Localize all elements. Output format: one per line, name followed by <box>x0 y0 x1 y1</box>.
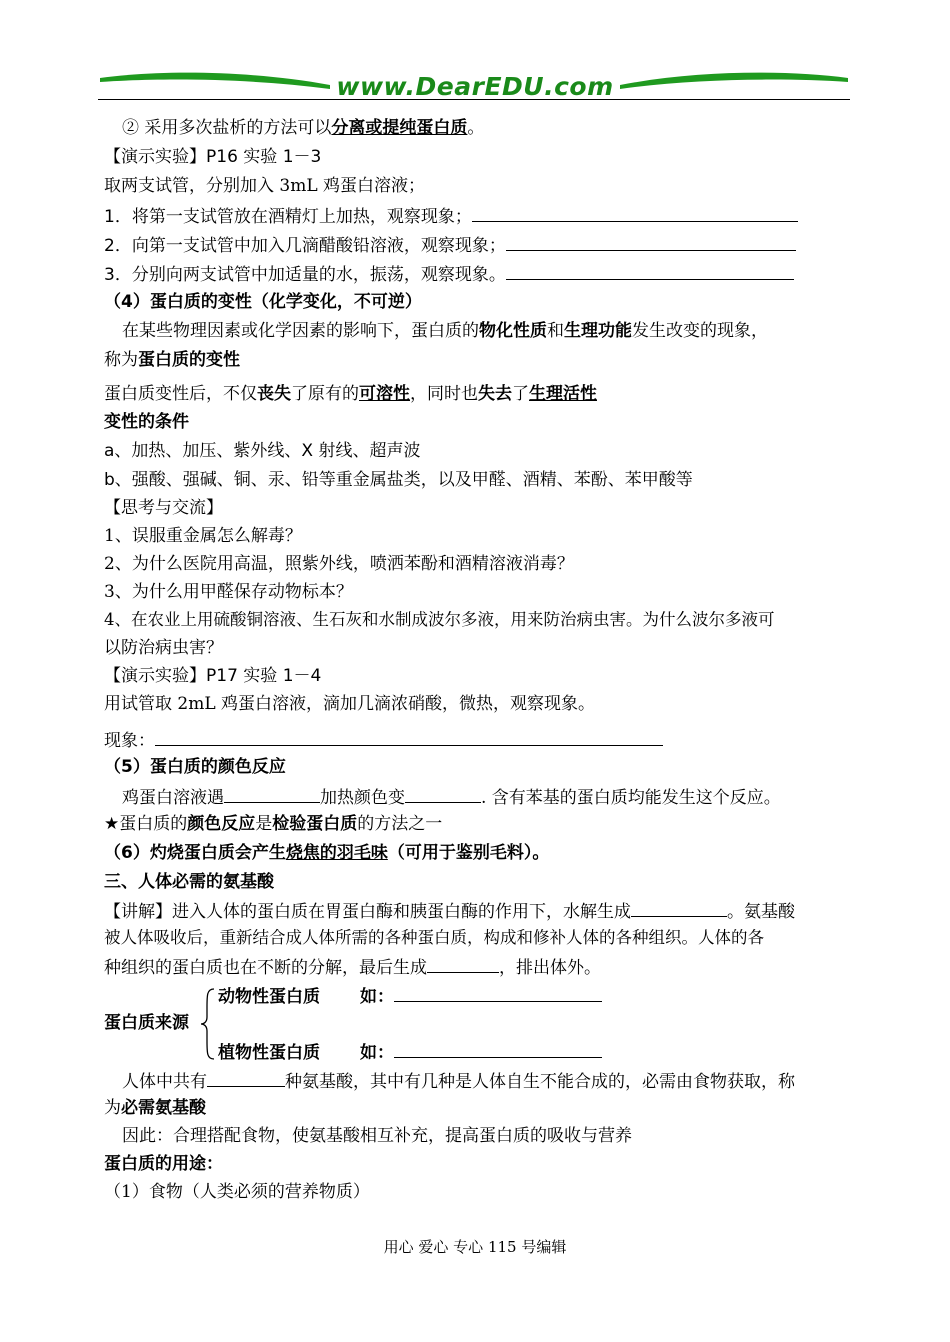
source-label: 蛋白质来源 <box>104 1013 189 1033</box>
page-header <box>98 68 850 108</box>
answer-blank[interactable] <box>394 984 602 1002</box>
section-heading: 【演示实验】P16 实验 1－3 <box>104 147 322 167</box>
text-line: a、加热、加压、紫外线、X 射线、超声波 <box>104 441 421 461</box>
question-line: 1、误服重金属怎么解毒？ <box>104 526 302 546</box>
text-line: 取两支试管，分别加入 3mL 鸡蛋白溶液； <box>104 176 426 196</box>
text-line: 【讲解】进入人体的蛋白质在胃蛋白酶和胰蛋白酶的作用下，水解生成 。氨基酸 <box>104 899 795 923</box>
question-line: 2、为什么医院用高温，照紫外线，喷洒苯酚和酒精溶液消毒？ <box>104 554 574 574</box>
text-line: b、强酸、强碱、铜、汞、铅等重金属盐类，以及甲醛、酒精、苯酚、苯甲酸等 <box>104 470 693 490</box>
question-line: 1．将第一支试管放在酒精灯上加热，观察现象； <box>104 204 798 228</box>
section-heading: 三、人体必需的氨基酸 <box>104 872 274 892</box>
text-line: 用试管取 2mL 鸡蛋白溶液，滴加几滴浓硝酸，微热，观察现象。 <box>104 694 596 714</box>
answer-blank[interactable] <box>472 204 798 222</box>
answer-blank[interactable] <box>405 785 481 803</box>
section-heading: 【演示实验】P17 实验 1－4 <box>104 666 322 686</box>
question-line: 4、在农业上用硫酸铜溶液、生石灰和水制成波尔多液，用来防治病虫害。为什么波尔多液可 <box>104 610 775 629</box>
text-line: 鸡蛋白溶液遇 加热颜色变 . 含有苯基的蛋白质均能发生这个反应。 <box>104 785 781 809</box>
answer-blank[interactable] <box>224 785 320 803</box>
text-line: 因此：合理搭配食物，使氨基酸相互补充，提高蛋白质的吸收与营养 <box>122 1126 632 1146</box>
answer-blank[interactable] <box>207 1069 285 1087</box>
subsection-heading: （4）蛋白质的变性（化学变化，不可逆） <box>104 292 422 312</box>
header-rule <box>98 99 850 100</box>
text-line: ② 采用多次盐析的方法可以分离或提纯蛋白质。 <box>122 118 485 138</box>
text-line: （1）食物（人类必须的营养物质） <box>104 1182 370 1202</box>
subsection-heading: 变性的条件 <box>104 412 189 432</box>
subsection-heading: 蛋白质的用途： <box>104 1154 223 1174</box>
site-logo-text: www.DearEDU.com <box>336 72 614 101</box>
text-line: 被人体吸收后，重新结合成人体所需的各种蛋白质，构成和修补人体的各种组织。人体的各 <box>104 928 764 947</box>
curly-brace-icon <box>200 987 216 1061</box>
question-line: 3、为什么用甲醛保存动物标本？ <box>104 582 353 602</box>
text-line: 在某些物理因素或化学因素的影响下，蛋白质的物化性质和生理功能发生改变的现象， <box>122 321 768 341</box>
answer-blank[interactable] <box>506 262 794 280</box>
answer-blank[interactable] <box>155 728 663 746</box>
text-line: 种组织的蛋白质也在不断的分解，最后生成 ，排出体外。 <box>104 955 601 979</box>
section-heading: 【思考与交流】 <box>104 498 223 518</box>
source-item: 植物性蛋白质 如： <box>218 1040 602 1064</box>
question-line: 现象： <box>104 728 663 752</box>
page-footer: 用心 爱心 专心 115 号编辑 <box>383 1238 567 1256</box>
answer-blank[interactable] <box>427 955 499 973</box>
question-line: 3．分别向两支试管中加适量的水，振荡，观察现象。 <box>104 262 794 286</box>
answer-blank[interactable] <box>394 1040 602 1058</box>
source-item: 动物性蛋白质 如： <box>218 984 602 1008</box>
text-line: 为必需氨基酸 <box>104 1098 206 1118</box>
answer-blank[interactable] <box>631 899 727 917</box>
text-line: 称为蛋白质的变性 <box>104 350 240 370</box>
text-line: ★蛋白质的颜色反应是检验蛋白质的方法之一 <box>104 814 443 834</box>
question-line: 以防治病虫害？ <box>104 638 223 658</box>
answer-blank[interactable] <box>506 233 796 251</box>
subsection-heading: （5）蛋白质的颜色反应 <box>104 757 286 777</box>
text-line: 蛋白质变性后，不仅丧失了原有的可溶性，同时也失去了生理活性 <box>104 384 597 404</box>
subsection-heading: （6）灼烧蛋白质会产生烧焦的羽毛味（可用于鉴别毛料）。 <box>104 843 550 863</box>
question-line: 2．向第一支试管中加入几滴醋酸铅溶液，观察现象； <box>104 233 796 257</box>
text-line: 人体中共有 种氨基酸，其中有几种是人体自生不能合成的，必需由食物获取，称 <box>104 1069 795 1093</box>
